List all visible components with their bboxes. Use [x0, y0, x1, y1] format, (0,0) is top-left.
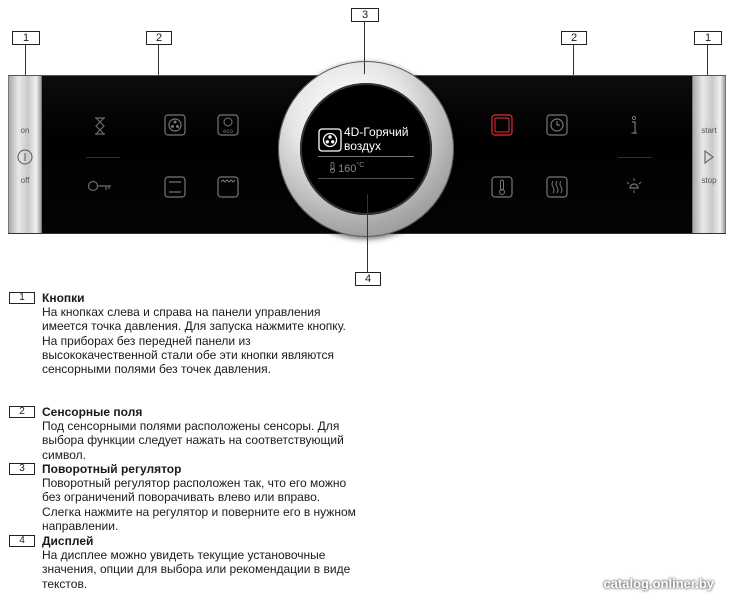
legend-title: Поворотный регулятор [42, 462, 182, 476]
grill-icon[interactable] [216, 175, 240, 199]
thermometer-small-icon [330, 162, 335, 173]
legend-number: 3 [9, 463, 35, 475]
info-icon[interactable] [622, 113, 646, 137]
legend-title: Дисплей [42, 534, 94, 548]
legend-item-3 [9, 462, 354, 534]
separator-left [86, 157, 120, 158]
legend-text: На дисплее можно увидеть текущие установочные значения, опции для выбора или рекомендации в виде текстов. [42, 548, 351, 591]
callout-2-right: 2 [561, 31, 587, 45]
callout-1-right: 1 [694, 31, 722, 45]
power-icon [17, 149, 33, 165]
eco-icon[interactable] [216, 113, 240, 137]
rotary-knob[interactable] [278, 61, 454, 237]
legend-number: 1 [9, 292, 35, 304]
thermometer-icon[interactable] [490, 175, 514, 199]
on-label: on [20, 126, 30, 135]
fan-heating-icon[interactable] [163, 113, 187, 137]
callout-4: 4 [355, 272, 381, 286]
callout-1-left: 1 [12, 31, 40, 45]
eco-label: eco [223, 129, 233, 135]
temperature-value: 160 [338, 163, 357, 175]
legend-number: 4 [9, 535, 35, 547]
start-stop-button[interactable] [692, 76, 726, 233]
key-icon[interactable] [86, 174, 114, 198]
separator-right [618, 157, 652, 158]
hourglass-icon[interactable] [88, 114, 112, 138]
play-icon [703, 149, 715, 165]
watermark: catalog.onliner.by [603, 576, 714, 591]
legend-item-2 [9, 405, 354, 461]
display-temperature [330, 162, 364, 175]
steam-icon[interactable] [545, 175, 569, 199]
display-function-line2: воздух [344, 139, 382, 153]
display [300, 83, 432, 215]
leader-3-end [364, 62, 365, 74]
active-oven-icon[interactable] [490, 113, 514, 137]
callout-2-left: 2 [146, 31, 172, 45]
legend-title: Кнопки [42, 291, 85, 305]
legend-number: 2 [9, 406, 35, 418]
display-divider-bottom [318, 178, 414, 179]
legend-title: Сенсорные поля [42, 405, 143, 419]
leader-4 [367, 194, 368, 272]
fan-heating-display-icon [318, 128, 342, 152]
display-function-line1: 4D-Горячий [344, 125, 409, 139]
clock-icon[interactable] [545, 113, 569, 137]
display-divider-top [318, 156, 414, 157]
stop-label: stop [701, 176, 717, 185]
top-bottom-heat-icon[interactable] [163, 175, 187, 199]
legend-text: Поворотный регулятор расположен так, что его можно без ограничений поворачивать влево или вправо. Слегка нажмите на регулятор и поверните его в нужном направлении. [42, 476, 356, 533]
on-off-button[interactable] [8, 76, 42, 233]
temperature-unit: °C [356, 162, 365, 169]
off-label: off [20, 176, 30, 185]
start-label: start [701, 126, 717, 135]
callout-3: 3 [351, 8, 379, 22]
light-icon[interactable] [622, 175, 646, 199]
legend-text: На кнопках слева и справа на панели управления имеется точка давления. Для запуска нажмите кнопку. На приборах без передней панели из высококачественной стали обе эти кнопки являются сенсорными полями без точек давления. [42, 305, 346, 377]
legend-item-1 [9, 291, 354, 401]
legend-item-4 [9, 534, 354, 594]
legend-text: Под сенсорными полями расположены сенсоры. Для выбора функции следует нажать на соответствующий символ. [42, 419, 344, 462]
